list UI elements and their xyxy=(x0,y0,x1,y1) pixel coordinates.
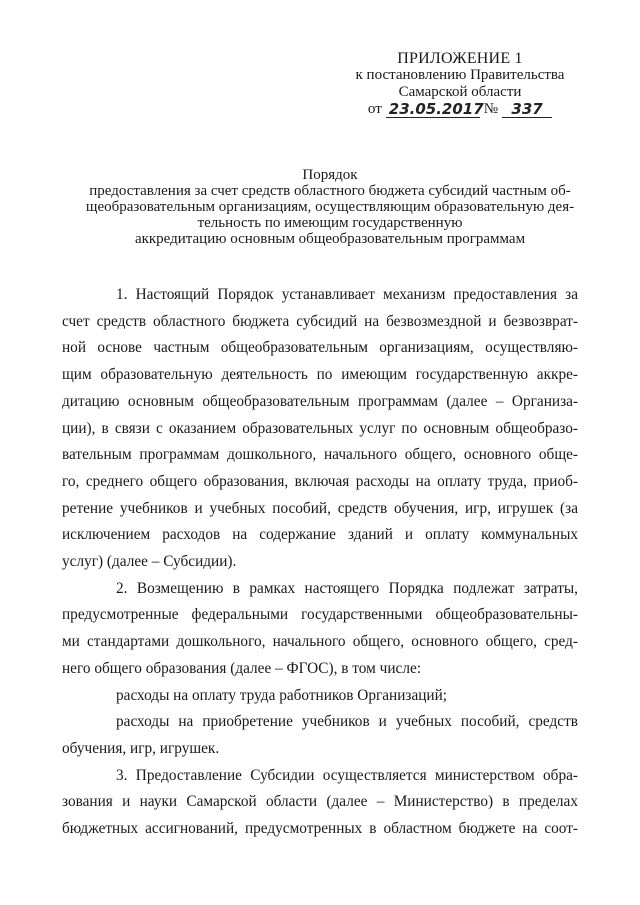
heading-line: аккредитацию основным общеобразовательным программам xyxy=(134,231,526,247)
body-line: расходы на приобретение учебников и учебных пособий, средств xyxy=(116,713,578,731)
body-line: бюджетных ассигнований, предусмотренных в областном бюджете на соот- xyxy=(62,820,578,838)
document-body xyxy=(62,282,578,843)
body-line: ной основе частным общеобразовательным организациям, осуществляю- xyxy=(62,339,578,357)
body-line: го, среднего общего образования, включая расходы на оплату труда, приоб- xyxy=(62,472,578,490)
appendix-header xyxy=(330,50,590,118)
body-line: ми стандартами дошкольного, начального общего, основного общего, сред- xyxy=(62,633,578,651)
body-line: услуг) (далее – Субсидии). xyxy=(62,553,237,571)
appendix-line-1: к постановлению Правительства xyxy=(355,67,565,83)
appendix-line-2: Самарской области xyxy=(398,84,522,100)
appendix-date-line xyxy=(330,101,590,118)
heading-line: тельность по имеющим государственную xyxy=(197,215,463,231)
number-prefix: № xyxy=(483,101,499,117)
body-line: обучения, игр, игрушек. xyxy=(62,739,220,757)
body-line: дитацию основным общеобразовательным программам (далее – Организа- xyxy=(62,392,578,410)
body-line: счет средств областного бюджета субсидий на безвозмездной и безвозврат- xyxy=(62,312,578,330)
appendix-title: ПРИЛОЖЕНИЕ 1 xyxy=(397,50,523,67)
handwritten-number: 337 xyxy=(502,101,552,118)
date-prefix: от xyxy=(367,101,382,117)
body-line: 3. Предоставление Субсидии осуществляется министерством обра- xyxy=(116,766,578,784)
body-line: предусмотренные федеральными государственными общеобразовательны- xyxy=(62,606,578,624)
heading-line: щеобразовательным организациям, осуществляющим образовательную дея- xyxy=(85,199,575,215)
body-line: зования и науки Самарской области (далее – Министерство) в пределах xyxy=(62,793,578,811)
document-heading xyxy=(60,167,600,247)
handwritten-date: 23.05.2017 xyxy=(386,101,480,118)
body-line: щим образовательную деятельность по имеющим государственную аккре- xyxy=(62,366,578,384)
body-line: 1. Настоящий Порядок устанавливает механизм предоставления за xyxy=(116,286,578,303)
body-line: ции), в связи с оказанием образовательных услуг по основным общеобразо- xyxy=(62,419,578,437)
body-line: исключением расходов на содержание зданий и оплату коммунальных xyxy=(62,526,578,544)
body-line: ретение учебников и учебных пособий, средств обучения, игр, игрушек (за xyxy=(62,499,578,517)
body-line: вательным программам дошкольного, начального общего, основного обще- xyxy=(62,446,578,464)
body-line: него общего образования (далее – ФГОС), в том числе: xyxy=(62,659,421,677)
body-line: расходы на оплату труда работников Организаций; xyxy=(116,686,448,704)
body-line: 2. Возмещению в рамках настоящего Порядка подлежат затраты, xyxy=(116,579,578,597)
heading-line: предоставления за счет средств областного бюджета субсидий частным об- xyxy=(89,183,571,199)
heading-title: Порядок xyxy=(302,167,358,183)
